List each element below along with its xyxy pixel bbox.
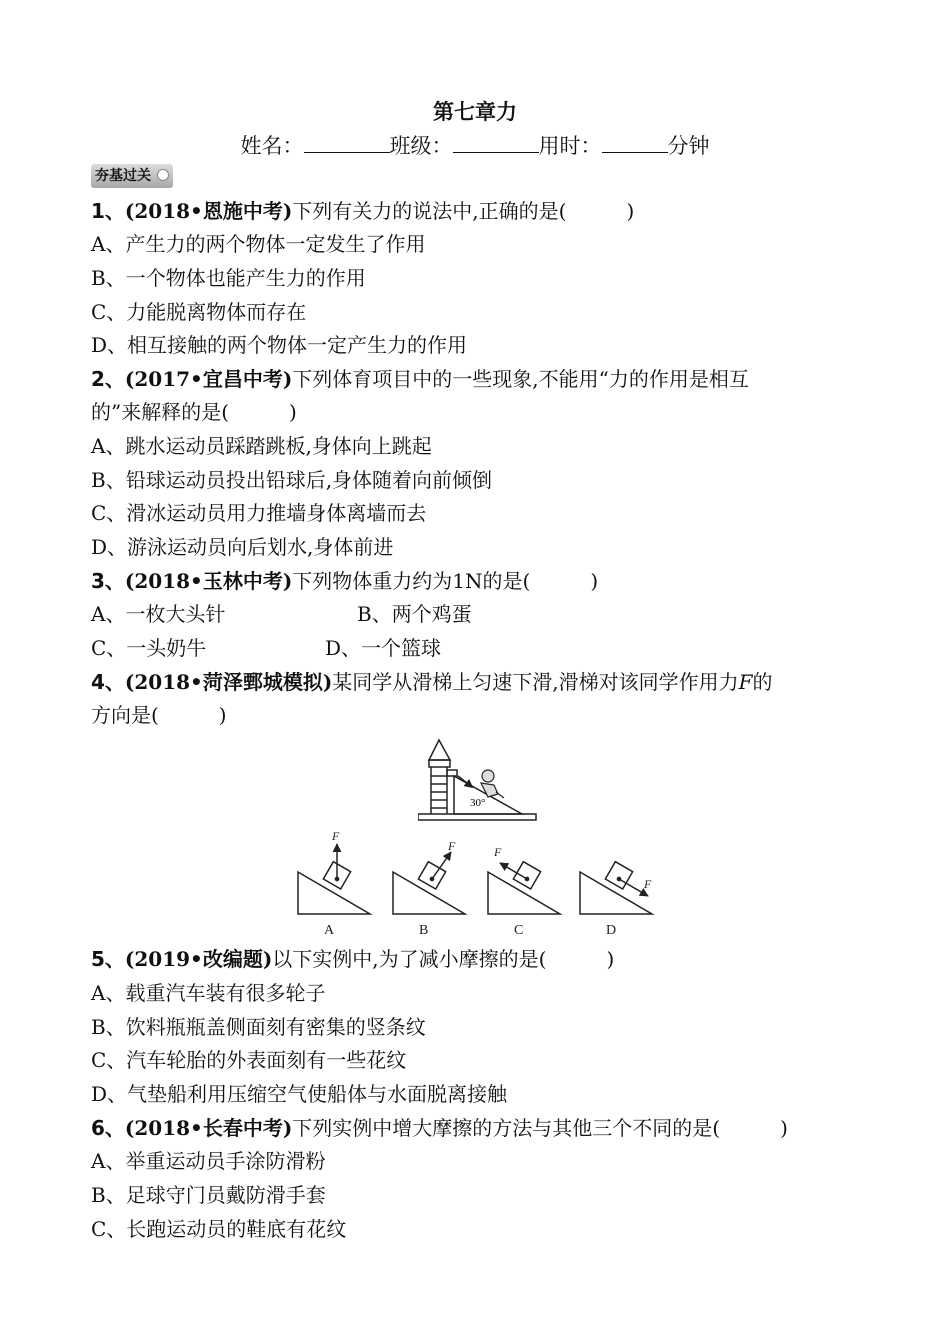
q4-stem: 4、(2018•菏泽鄄城模拟)某同学从滑梯上匀速下滑,滑梯对该同学作用力F的 — [91, 670, 773, 694]
q2-option-a: A、跳水运动员踩踏跳板,身体向上跳起 — [91, 434, 432, 458]
force-choices-figure — [290, 826, 670, 940]
choice-label-a: A — [324, 923, 335, 938]
student-info-line — [0, 130, 950, 160]
q1-option-c: C、力能脱离物体而存在 — [91, 300, 307, 324]
name-blank[interactable] — [304, 134, 390, 153]
choice-b-diagram — [393, 852, 465, 914]
q2-option-c: C、滑冰运动员用力推墙身体离墙而去 — [91, 501, 427, 525]
tower-rail — [429, 760, 450, 767]
q3-option-d: D、一个篮球 — [325, 636, 442, 660]
q5-stem: 5、(2019•改编题)以下实例中,为了减小摩擦的是( ) — [91, 947, 615, 971]
q6-stem: 6、(2018•长春中考)下列实例中增大摩擦的方法与其他三个不同的是( ) — [91, 1116, 788, 1140]
choice-label-b: B — [419, 923, 429, 938]
q1-option-d: D、相互接触的两个物体一定产生力的作用 — [91, 333, 468, 357]
choice-label-d: D — [606, 923, 617, 938]
q2-stem-cont: 的”来解释的是( ) — [91, 400, 297, 424]
force-label-c: F — [494, 845, 502, 859]
choice-c-diagram — [488, 862, 560, 914]
page-title: 第七章力 — [433, 100, 517, 124]
choice-d-diagram — [580, 862, 652, 914]
q3-option-a: A、一枚大头针 — [91, 602, 226, 626]
q1-option-b: B、一个物体也能产生力的作用 — [91, 266, 366, 290]
force-label-a: F — [332, 829, 340, 843]
force-label-d: F — [644, 877, 652, 891]
q4-stem-cont: 方向是( ) — [91, 703, 227, 727]
slide-scene-figure — [418, 734, 538, 824]
q5-option-c: C、汽车轮胎的外表面刻有一些花纹 — [91, 1048, 407, 1072]
angle-label: 30° — [470, 797, 486, 809]
force-label-b: F — [448, 839, 456, 853]
time-blank[interactable] — [602, 134, 668, 153]
badge-dot-icon — [157, 169, 169, 181]
q5-option-d: D、气垫船利用压缩空气使船体与水面脱离接触 — [91, 1082, 508, 1106]
q5-option-a: A、载重汽车装有很多轮子 — [91, 981, 326, 1005]
ground-platform — [418, 814, 536, 820]
tower-roof — [429, 740, 450, 760]
choice-label-c: C — [514, 923, 524, 938]
section-badge — [91, 164, 173, 188]
q5-option-b: B、饮料瓶瓶盖侧面刻有密集的竖条纹 — [91, 1015, 426, 1039]
class-label: 班级： — [389, 134, 453, 158]
minutes-label: 分钟 — [667, 134, 710, 158]
q3-stem: 3、(2018•玉林中考)下列物体重力约为1N的是( ) — [91, 569, 599, 593]
section-badge-label: 夯基过关 — [95, 168, 151, 184]
q6-option-b: B、足球守门员戴防滑手套 — [91, 1183, 326, 1207]
q6-option-a: A、举重运动员手涂防滑粉 — [91, 1149, 326, 1173]
choice-a-diagram — [298, 844, 370, 914]
name-label: 姓名： — [240, 134, 304, 158]
time-label: 用时： — [538, 134, 602, 158]
q3-option-c: C、一头奶牛 — [91, 636, 207, 660]
q3-option-b: B、两个鸡蛋 — [357, 602, 472, 626]
q6-option-c: C、长跑运动员的鞋底有花纹 — [91, 1217, 347, 1241]
q2-option-d: D、游泳运动员向后划水,身体前进 — [91, 535, 394, 559]
q2-option-b: B、铅球运动员投出铅球后,身体随着向前倾倒 — [91, 468, 493, 492]
class-blank[interactable] — [453, 134, 539, 153]
q1-option-a: A、产生力的两个物体一定发生了作用 — [91, 232, 426, 256]
q2-stem: 2、(2017•宜昌中考)下列体育项目中的一些现象,不能用“力的作用是相互 — [91, 367, 749, 391]
q1-stem: 1、(2018•恩施中考)下列有关力的说法中,正确的是( ) — [91, 199, 635, 223]
